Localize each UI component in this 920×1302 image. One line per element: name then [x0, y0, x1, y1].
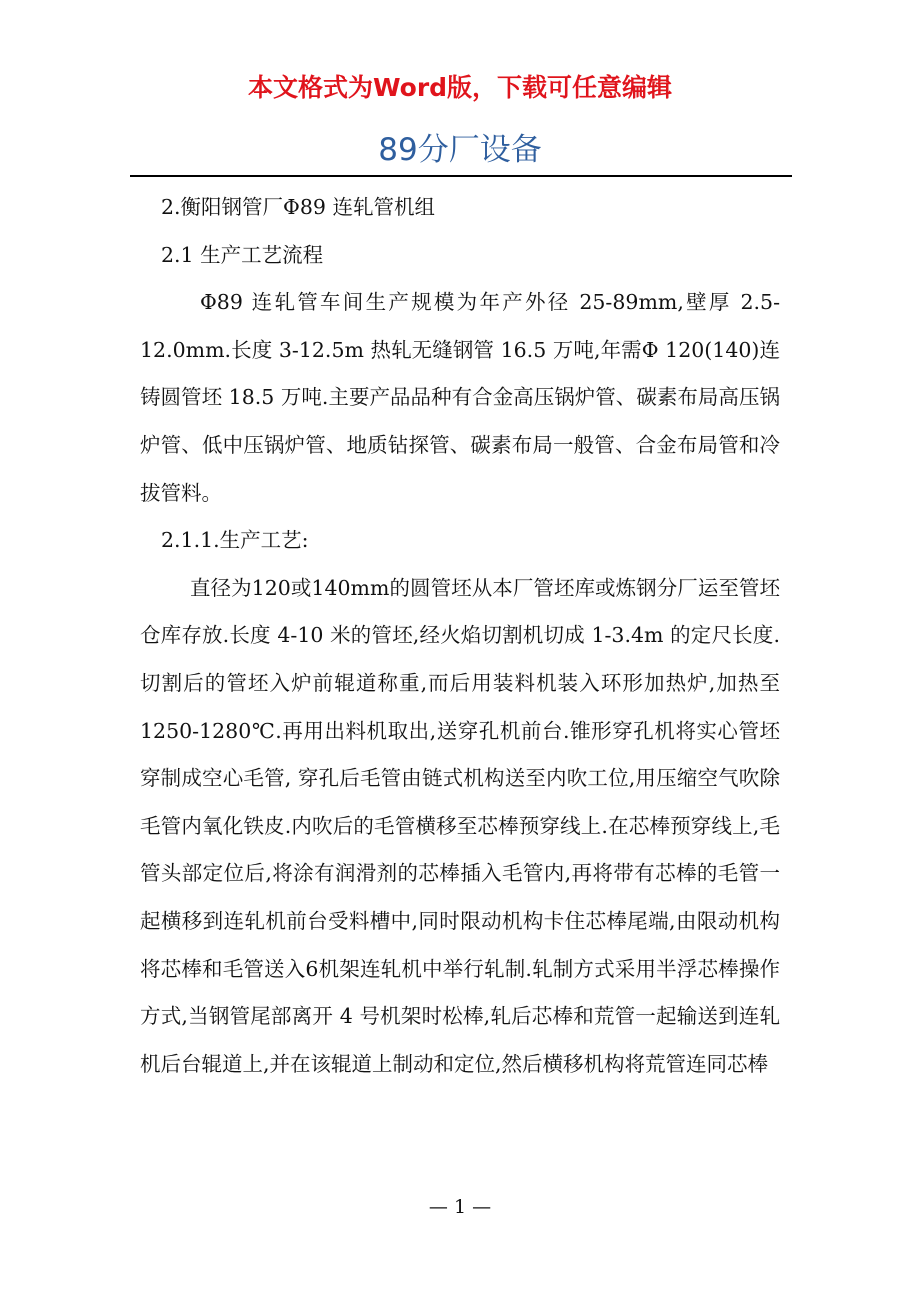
section-heading-2-1-1: 2.1.1.生产工艺:: [161, 528, 309, 553]
paragraph-process-description: 直径为120或140mm的圆管坯从本厂管坯库或炼钢分厂运至管坯仓库存放.长度 4-10 米的管坯,经火焰切割机切成 1-3.4m 的定尺长度.切割后的管坯入炉前辊道称重,而后用装料机装入环形加热炉,加热至 1250-1280℃.再用出料机取出,送穿孔机前台.锥形穿孔机将实心管坯穿制成空心毛管, 穿孔后毛管由链式机构送至内吹工位,用压缩空气吹除毛管内氧化铁皮.内吹后的毛管横移至芯棒预穿线上.在芯棒预穿线上,毛管头部定位后,将涂有润滑剂的芯棒插入毛管内,再将带有芯棒的毛管一起横移到连轧机前台受料槽中,同时限动机构卡住芯棒尾端,由限动机构将芯棒和毛管送入6机架连轧机中举行轧制.轧制方式采用半浮芯棒操作方式,当钢管尾部离开 4 号机架时松棒,轧后芯棒和荒管一起输送到连轧机后台辊道上,并在该辊道上制动和定位,然后横移机构将荒管连同芯棒: [140, 575, 780, 1076]
document-body: [140, 184, 780, 1088]
document-title: 89分厂设备: [378, 132, 542, 168]
paragraph-production-scale: Φ89 连轧管车间生产规模为年产外径 25-89mm,壁厚 2.5-12.0mm.长度 3-12.5m 热轧无缝钢管 16.5 万吨,年需Φ 120(140)连铸圆管坯 18.5 万吨.主要产品品种有合金高压锅炉管、碳素布局高压锅炉管、低中压锅炉管、地质钻探管、碳素布局一般管、合金布局管和冷拔管料。: [140, 290, 780, 505]
section-heading-2-1: 2.1 生产工艺流程: [161, 242, 324, 267]
page-number: — 1 —: [428, 1196, 492, 1218]
section-heading-2: 2.衡阳钢管厂Φ89 连轧管机组: [161, 195, 435, 219]
download-banner: 本文格式为Word版，下载可任意编辑: [247, 73, 673, 102]
title-divider: [130, 175, 792, 177]
